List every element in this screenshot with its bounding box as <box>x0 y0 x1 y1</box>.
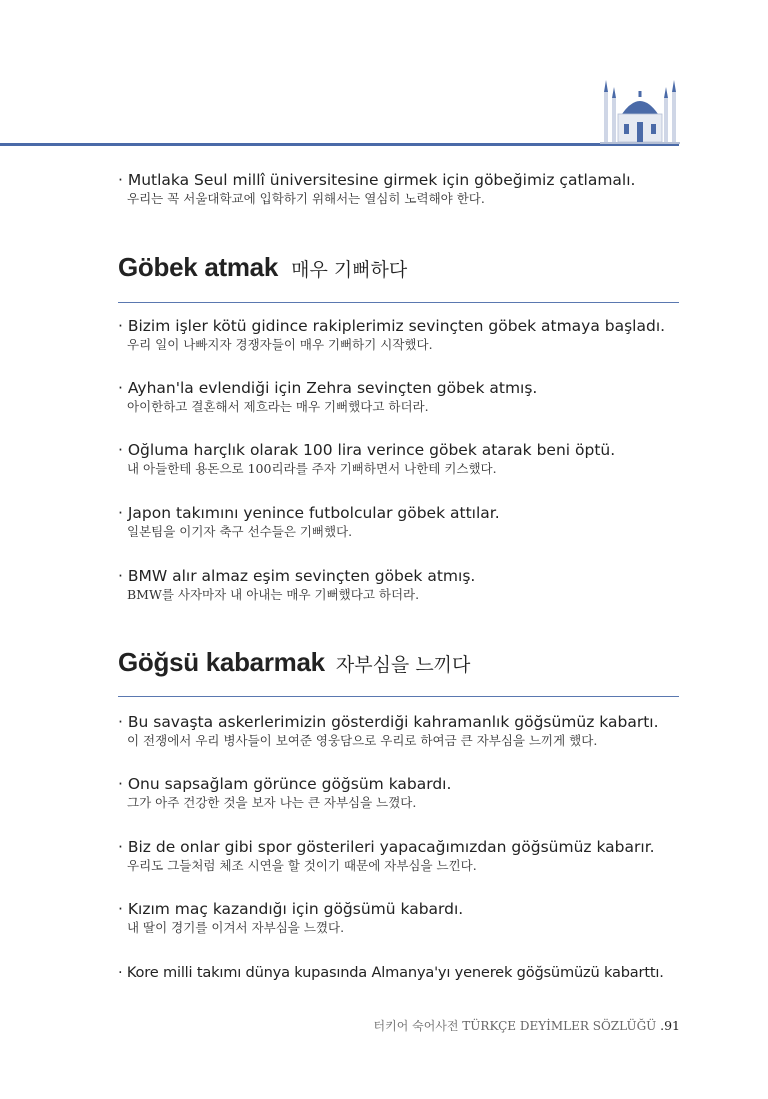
korean-translation: 내 아들한테 용돈으로 100리라를 주자 기뻐하면서 나한테 키스했다. <box>127 461 497 476</box>
example-entry <box>118 504 718 540</box>
korean-translation: 일본팀을 이기자 축구 선수들은 기뻐했다. <box>127 524 353 539</box>
example-entry <box>118 567 718 603</box>
idiom-title: Göğsü kabarmak <box>118 647 325 677</box>
idiom-meaning: 자부심을 느끼다 <box>335 654 471 676</box>
example-entry <box>118 171 718 207</box>
turkish-sentence: · Ayhan'la evlendiği için Zehra sevinçten göbek atmış. <box>118 379 538 397</box>
turkish-sentence: · Mutlaka Seul millî üniversitesine girmek için göbeğimiz çatlamalı. <box>118 171 636 189</box>
turkish-sentence: · Japon takımını yenince futbolcular göbek attılar. <box>118 504 500 522</box>
example-entry <box>118 900 718 936</box>
turkish-sentence: · Kızım maç kazandığı için göğsümü kabardı. <box>118 900 464 918</box>
turkish-sentence: · BMW alır almaz eşim sevinçten göbek atmış. <box>118 567 476 585</box>
korean-translation: 이 전쟁에서 우리 병사들이 보여준 영웅담으로 우리로 하여금 큰 자부심을 느끼게 했다. <box>127 733 598 748</box>
idiom-meaning: 매우 기뻐하다 <box>291 259 408 281</box>
example-entry <box>118 775 718 811</box>
example-entry <box>118 838 718 874</box>
example-entry <box>118 963 718 982</box>
example-entry <box>118 379 718 415</box>
korean-translation: 그가 아주 건강한 것을 보자 나는 큰 자부심을 느꼈다. <box>127 795 417 810</box>
korean-translation: 아이한하고 결혼해서 제흐라는 매우 기뻐했다고 하더라. <box>127 399 429 414</box>
turkish-sentence: · Biz de onlar gibi spor gösterileri yapacağımızdan göğsümüz kabarır. <box>118 838 655 856</box>
page-number: .91 <box>660 1018 680 1033</box>
section-divider <box>118 696 679 697</box>
korean-translation: 우리도 그들처럼 체조 시연을 할 것이기 때문에 자부심을 느낀다. <box>127 858 477 873</box>
turkish-sentence: · Kore milli takımı dünya kupasında Almanya'yı yenerek göğsümüzü kabarttı. <box>118 964 664 981</box>
korean-translation: 우리는 꼭 서울대학교에 입학하기 위해서는 열심히 노력해야 한다. <box>127 191 485 206</box>
header-rule <box>0 143 679 146</box>
korean-translation: BMW를 사자마자 내 아내는 매우 기뻐했다고 하더라. <box>127 587 420 602</box>
turkish-sentence: · Onu sapsağlam görünce göğsüm kabardı. <box>118 775 452 793</box>
turkish-sentence: · Bu savaşta askerlerimizin gösterdiği kahramanlık göğsümüz kabartı. <box>118 713 659 731</box>
example-entry <box>118 713 718 749</box>
page-footer <box>374 1017 680 1034</box>
example-entry <box>118 317 718 353</box>
idiom-title: Göbek atmak <box>118 252 278 282</box>
korean-translation: 내 딸이 경기를 이겨서 자부심을 느꼈다. <box>127 920 345 935</box>
mosque-icon <box>600 78 680 146</box>
book-title: 터키어 숙어사전 TÜRKÇE DEYİMLER SÖZLÜĞÜ <box>373 1019 657 1033</box>
turkish-sentence: · Oğluma harçlık olarak 100 lira verince göbek atarak beni öptü. <box>118 441 616 459</box>
idiom-heading <box>118 252 407 283</box>
section-divider <box>118 302 679 303</box>
turkish-sentence: · Bizim işler kötü gidince rakiplerimiz sevinçten göbek atmaya başladı. <box>118 317 666 335</box>
idiom-heading <box>118 647 470 678</box>
korean-translation: 우리 일이 나빠지자 경쟁자들이 매우 기뻐하기 시작했다. <box>127 337 433 352</box>
example-entry <box>118 441 718 477</box>
